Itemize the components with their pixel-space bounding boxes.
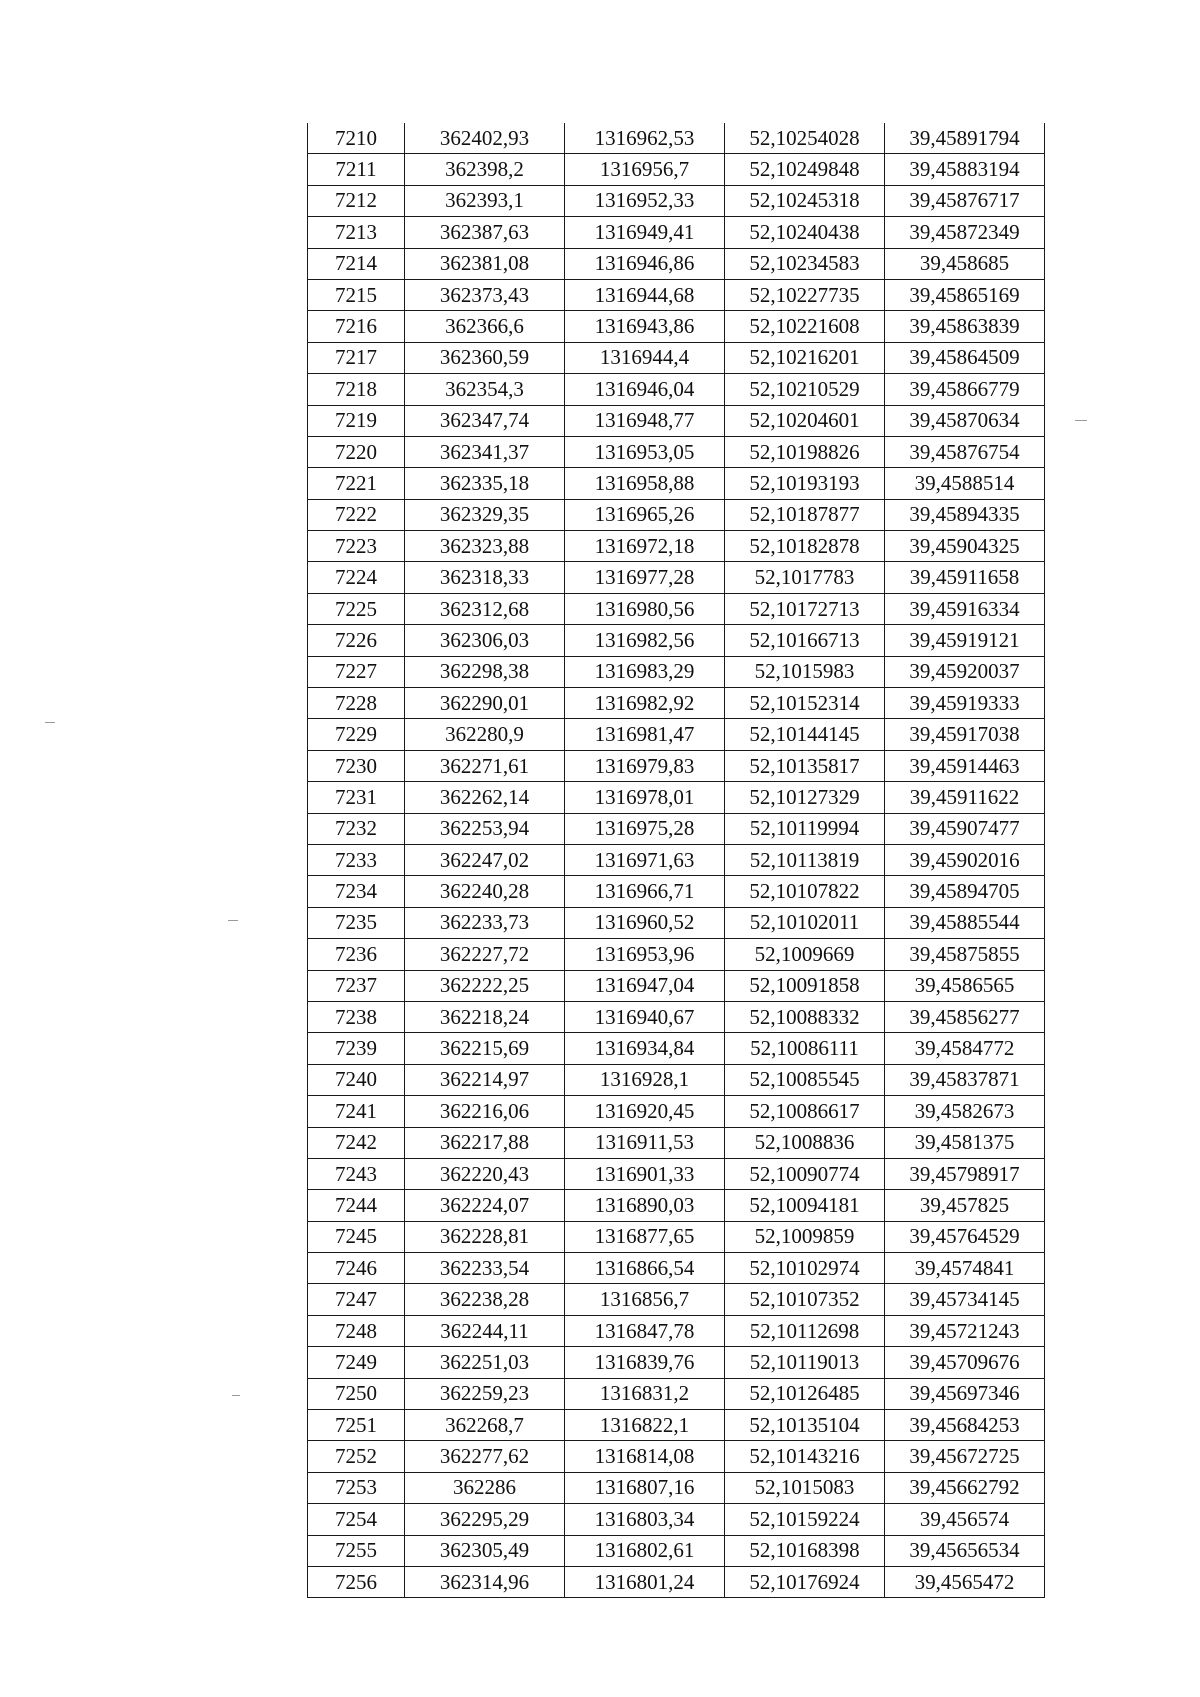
latitude-cell: 52,10088332 (725, 1001, 885, 1032)
latitude-cell: 52,10085545 (725, 1064, 885, 1095)
y-coordinate-cell: 1316877,65 (565, 1221, 725, 1252)
latitude-cell: 52,10176924 (725, 1566, 885, 1597)
x-coordinate-cell: 362347,74 (405, 405, 565, 436)
latitude-cell: 52,10166713 (725, 625, 885, 656)
latitude-cell: 52,1017783 (725, 562, 885, 593)
x-coordinate-cell: 362341,37 (405, 436, 565, 467)
y-coordinate-cell: 1316947,04 (565, 970, 725, 1001)
latitude-cell: 52,1015083 (725, 1472, 885, 1503)
point-number-cell: 7227 (308, 656, 405, 687)
x-coordinate-cell: 362271,61 (405, 750, 565, 781)
latitude-cell: 52,1015983 (725, 656, 885, 687)
table-row (308, 342, 1045, 373)
table-row (308, 1158, 1045, 1189)
point-number-cell: 7220 (308, 436, 405, 467)
x-coordinate-cell: 362262,14 (405, 782, 565, 813)
longitude-cell: 39,45697346 (885, 1378, 1045, 1409)
table-row (308, 1504, 1045, 1535)
y-coordinate-cell: 1316822,1 (565, 1410, 725, 1441)
longitude-cell: 39,4582673 (885, 1096, 1045, 1127)
table-row (308, 593, 1045, 624)
point-number-cell: 7240 (308, 1064, 405, 1095)
longitude-cell: 39,45876754 (885, 436, 1045, 467)
latitude-cell: 52,10221608 (725, 311, 885, 342)
y-coordinate-cell: 1316803,34 (565, 1504, 725, 1535)
y-coordinate-cell: 1316966,71 (565, 876, 725, 907)
point-number-cell: 7229 (308, 719, 405, 750)
y-coordinate-cell: 1316944,68 (565, 279, 725, 310)
longitude-cell: 39,45917038 (885, 719, 1045, 750)
point-number-cell: 7243 (308, 1158, 405, 1189)
table-row (308, 248, 1045, 279)
table-row (308, 1064, 1045, 1095)
y-coordinate-cell: 1316847,78 (565, 1315, 725, 1346)
table-row (308, 562, 1045, 593)
y-coordinate-cell: 1316901,33 (565, 1158, 725, 1189)
table-row (308, 1284, 1045, 1315)
table-row (308, 1127, 1045, 1158)
longitude-cell: 39,4586565 (885, 970, 1045, 1001)
longitude-cell: 39,45911622 (885, 782, 1045, 813)
longitude-cell: 39,45920037 (885, 656, 1045, 687)
x-coordinate-cell: 362290,01 (405, 688, 565, 719)
table-row (308, 970, 1045, 1001)
longitude-cell: 39,45904325 (885, 531, 1045, 562)
y-coordinate-cell: 1316831,2 (565, 1378, 725, 1409)
latitude-cell: 52,10193193 (725, 468, 885, 499)
latitude-cell: 52,10234583 (725, 248, 885, 279)
table-row (308, 1315, 1045, 1346)
latitude-cell: 52,10144145 (725, 719, 885, 750)
y-coordinate-cell: 1316920,45 (565, 1096, 725, 1127)
point-number-cell: 7254 (308, 1504, 405, 1535)
x-coordinate-cell: 362298,38 (405, 656, 565, 687)
point-number-cell: 7236 (308, 939, 405, 970)
longitude-cell: 39,45721243 (885, 1315, 1045, 1346)
y-coordinate-cell: 1316949,41 (565, 217, 725, 248)
longitude-cell: 39,45876717 (885, 185, 1045, 216)
latitude-cell: 52,10172713 (725, 593, 885, 624)
x-coordinate-cell: 362224,07 (405, 1190, 565, 1221)
table-row (308, 1096, 1045, 1127)
longitude-cell: 39,45870634 (885, 405, 1045, 436)
x-coordinate-cell: 362360,59 (405, 342, 565, 373)
longitude-cell: 39,45891794 (885, 123, 1045, 154)
longitude-cell: 39,45894335 (885, 499, 1045, 530)
table-row (308, 1472, 1045, 1503)
longitude-cell: 39,45866779 (885, 374, 1045, 405)
y-coordinate-cell: 1316807,16 (565, 1472, 725, 1503)
x-coordinate-cell: 362393,1 (405, 185, 565, 216)
longitude-cell: 39,45798917 (885, 1158, 1045, 1189)
table-row (308, 405, 1045, 436)
table-row (308, 782, 1045, 813)
x-coordinate-cell: 362277,62 (405, 1441, 565, 1472)
latitude-cell: 52,10094181 (725, 1190, 885, 1221)
y-coordinate-cell: 1316962,53 (565, 123, 725, 154)
y-coordinate-cell: 1316953,96 (565, 939, 725, 970)
point-number-cell: 7256 (308, 1566, 405, 1597)
latitude-cell: 52,10210529 (725, 374, 885, 405)
y-coordinate-cell: 1316802,61 (565, 1535, 725, 1566)
table-row (308, 907, 1045, 938)
x-coordinate-cell: 362373,43 (405, 279, 565, 310)
y-coordinate-cell: 1316965,26 (565, 499, 725, 530)
table-row (308, 1221, 1045, 1252)
table-row (308, 1441, 1045, 1472)
point-number-cell: 7252 (308, 1441, 405, 1472)
longitude-cell: 39,45916334 (885, 593, 1045, 624)
x-coordinate-cell: 362215,69 (405, 1033, 565, 1064)
scan-speck (1075, 420, 1087, 421)
y-coordinate-cell: 1316928,1 (565, 1064, 725, 1095)
point-number-cell: 7211 (308, 154, 405, 185)
x-coordinate-cell: 362268,7 (405, 1410, 565, 1441)
point-number-cell: 7225 (308, 593, 405, 624)
point-number-cell: 7228 (308, 688, 405, 719)
y-coordinate-cell: 1316982,56 (565, 625, 725, 656)
longitude-cell: 39,45764529 (885, 1221, 1045, 1252)
longitude-cell: 39,45684253 (885, 1410, 1045, 1441)
point-number-cell: 7253 (308, 1472, 405, 1503)
longitude-cell: 39,45734145 (885, 1284, 1045, 1315)
y-coordinate-cell: 1316944,4 (565, 342, 725, 373)
point-number-cell: 7242 (308, 1127, 405, 1158)
table-row (308, 1378, 1045, 1409)
point-number-cell: 7251 (308, 1410, 405, 1441)
x-coordinate-cell: 362312,68 (405, 593, 565, 624)
x-coordinate-cell: 362240,28 (405, 876, 565, 907)
point-number-cell: 7245 (308, 1221, 405, 1252)
point-number-cell: 7218 (308, 374, 405, 405)
y-coordinate-cell: 1316814,08 (565, 1441, 725, 1472)
point-number-cell: 7237 (308, 970, 405, 1001)
coordinates-table (307, 123, 1045, 1598)
latitude-cell: 52,10112698 (725, 1315, 885, 1346)
longitude-cell: 39,45872349 (885, 217, 1045, 248)
table-row (308, 154, 1045, 185)
point-number-cell: 7210 (308, 123, 405, 154)
y-coordinate-cell: 1316890,03 (565, 1190, 725, 1221)
y-coordinate-cell: 1316956,7 (565, 154, 725, 185)
y-coordinate-cell: 1316801,24 (565, 1566, 725, 1597)
point-number-cell: 7241 (308, 1096, 405, 1127)
y-coordinate-cell: 1316958,88 (565, 468, 725, 499)
x-coordinate-cell: 362244,11 (405, 1315, 565, 1346)
table-row (308, 123, 1045, 154)
latitude-cell: 52,10216201 (725, 342, 885, 373)
longitude-cell: 39,457825 (885, 1190, 1045, 1221)
point-number-cell: 7239 (308, 1033, 405, 1064)
point-number-cell: 7214 (308, 248, 405, 279)
scan-speck (228, 920, 238, 921)
longitude-cell: 39,4581375 (885, 1127, 1045, 1158)
x-coordinate-cell: 362318,33 (405, 562, 565, 593)
longitude-cell: 39,45914463 (885, 750, 1045, 781)
y-coordinate-cell: 1316979,83 (565, 750, 725, 781)
point-number-cell: 7226 (308, 625, 405, 656)
longitude-cell: 39,4588514 (885, 468, 1045, 499)
longitude-cell: 39,45894705 (885, 876, 1045, 907)
x-coordinate-cell: 362306,03 (405, 625, 565, 656)
table-row (308, 719, 1045, 750)
latitude-cell: 52,10168398 (725, 1535, 885, 1566)
point-number-cell: 7223 (308, 531, 405, 562)
latitude-cell: 52,10254028 (725, 123, 885, 154)
table-row (308, 1190, 1045, 1221)
longitude-cell: 39,4565472 (885, 1566, 1045, 1597)
y-coordinate-cell: 1316981,47 (565, 719, 725, 750)
latitude-cell: 52,10152314 (725, 688, 885, 719)
latitude-cell: 52,10143216 (725, 1441, 885, 1472)
x-coordinate-cell: 362233,73 (405, 907, 565, 938)
point-number-cell: 7250 (308, 1378, 405, 1409)
latitude-cell: 52,10090774 (725, 1158, 885, 1189)
table-row (308, 531, 1045, 562)
latitude-cell: 52,10107352 (725, 1284, 885, 1315)
latitude-cell: 52,10182878 (725, 531, 885, 562)
point-number-cell: 7249 (308, 1347, 405, 1378)
point-number-cell: 7215 (308, 279, 405, 310)
x-coordinate-cell: 362218,24 (405, 1001, 565, 1032)
y-coordinate-cell: 1316856,7 (565, 1284, 725, 1315)
x-coordinate-cell: 362259,23 (405, 1378, 565, 1409)
x-coordinate-cell: 362366,6 (405, 311, 565, 342)
table-row (308, 844, 1045, 875)
scan-speck (45, 722, 55, 723)
latitude-cell: 52,10102011 (725, 907, 885, 938)
latitude-cell: 52,10091858 (725, 970, 885, 1001)
x-coordinate-cell: 362354,3 (405, 374, 565, 405)
x-coordinate-cell: 362233,54 (405, 1253, 565, 1284)
latitude-cell: 52,10135817 (725, 750, 885, 781)
x-coordinate-cell: 362402,93 (405, 123, 565, 154)
latitude-cell: 52,10245318 (725, 185, 885, 216)
y-coordinate-cell: 1316911,53 (565, 1127, 725, 1158)
table-row (308, 499, 1045, 530)
point-number-cell: 7255 (308, 1535, 405, 1566)
table-row (308, 217, 1045, 248)
latitude-cell: 52,10159224 (725, 1504, 885, 1535)
point-number-cell: 7244 (308, 1190, 405, 1221)
x-coordinate-cell: 362387,63 (405, 217, 565, 248)
table-row (308, 1033, 1045, 1064)
y-coordinate-cell: 1316948,77 (565, 405, 725, 436)
y-coordinate-cell: 1316946,86 (565, 248, 725, 279)
x-coordinate-cell: 362280,9 (405, 719, 565, 750)
table-row (308, 813, 1045, 844)
x-coordinate-cell: 362222,25 (405, 970, 565, 1001)
y-coordinate-cell: 1316975,28 (565, 813, 725, 844)
x-coordinate-cell: 362238,28 (405, 1284, 565, 1315)
coordinates-table-body (308, 123, 1045, 1598)
latitude-cell: 52,10126485 (725, 1378, 885, 1409)
point-number-cell: 7224 (308, 562, 405, 593)
x-coordinate-cell: 362323,88 (405, 531, 565, 562)
table-row (308, 1001, 1045, 1032)
scan-speck (232, 1395, 240, 1396)
latitude-cell: 52,10107822 (725, 876, 885, 907)
x-coordinate-cell: 362227,72 (405, 939, 565, 970)
x-coordinate-cell: 362329,35 (405, 499, 565, 530)
x-coordinate-cell: 362217,88 (405, 1127, 565, 1158)
y-coordinate-cell: 1316971,63 (565, 844, 725, 875)
table-row (308, 625, 1045, 656)
table-row (308, 1535, 1045, 1566)
table-row (308, 185, 1045, 216)
latitude-cell: 52,10227735 (725, 279, 885, 310)
point-number-cell: 7217 (308, 342, 405, 373)
x-coordinate-cell: 362295,29 (405, 1504, 565, 1535)
latitude-cell: 52,10198826 (725, 436, 885, 467)
longitude-cell: 39,45863839 (885, 311, 1045, 342)
longitude-cell: 39,45919333 (885, 688, 1045, 719)
longitude-cell: 39,45907477 (885, 813, 1045, 844)
y-coordinate-cell: 1316953,05 (565, 436, 725, 467)
longitude-cell: 39,456574 (885, 1504, 1045, 1535)
y-coordinate-cell: 1316934,84 (565, 1033, 725, 1064)
latitude-cell: 52,10086111 (725, 1033, 885, 1064)
x-coordinate-cell: 362314,96 (405, 1566, 565, 1597)
x-coordinate-cell: 362247,02 (405, 844, 565, 875)
latitude-cell: 52,1009859 (725, 1221, 885, 1252)
longitude-cell: 39,458685 (885, 248, 1045, 279)
table-row (308, 374, 1045, 405)
table-row (308, 1347, 1045, 1378)
point-number-cell: 7233 (308, 844, 405, 875)
point-number-cell: 7238 (308, 1001, 405, 1032)
longitude-cell: 39,4584772 (885, 1033, 1045, 1064)
point-number-cell: 7246 (308, 1253, 405, 1284)
point-number-cell: 7232 (308, 813, 405, 844)
y-coordinate-cell: 1316978,01 (565, 782, 725, 813)
longitude-cell: 39,4574841 (885, 1253, 1045, 1284)
table-row (308, 311, 1045, 342)
y-coordinate-cell: 1316946,04 (565, 374, 725, 405)
latitude-cell: 52,10127329 (725, 782, 885, 813)
longitude-cell: 39,45885544 (885, 907, 1045, 938)
latitude-cell: 52,10135104 (725, 1410, 885, 1441)
table-row (308, 1410, 1045, 1441)
point-number-cell: 7212 (308, 185, 405, 216)
x-coordinate-cell: 362214,97 (405, 1064, 565, 1095)
table-row (308, 939, 1045, 970)
latitude-cell: 52,10240438 (725, 217, 885, 248)
point-number-cell: 7221 (308, 468, 405, 499)
x-coordinate-cell: 362216,06 (405, 1096, 565, 1127)
point-number-cell: 7216 (308, 311, 405, 342)
latitude-cell: 52,10119994 (725, 813, 885, 844)
latitude-cell: 52,10102974 (725, 1253, 885, 1284)
latitude-cell: 52,10249848 (725, 154, 885, 185)
point-number-cell: 7248 (308, 1315, 405, 1346)
table-row (308, 876, 1045, 907)
table-row (308, 656, 1045, 687)
table-row (308, 468, 1045, 499)
point-number-cell: 7230 (308, 750, 405, 781)
x-coordinate-cell: 362335,18 (405, 468, 565, 499)
longitude-cell: 39,45709676 (885, 1347, 1045, 1378)
latitude-cell: 52,1008836 (725, 1127, 885, 1158)
latitude-cell: 52,10119013 (725, 1347, 885, 1378)
longitude-cell: 39,45837871 (885, 1064, 1045, 1095)
y-coordinate-cell: 1316982,92 (565, 688, 725, 719)
y-coordinate-cell: 1316977,28 (565, 562, 725, 593)
longitude-cell: 39,45662792 (885, 1472, 1045, 1503)
y-coordinate-cell: 1316972,18 (565, 531, 725, 562)
point-number-cell: 7231 (308, 782, 405, 813)
x-coordinate-cell: 362398,2 (405, 154, 565, 185)
latitude-cell: 52,10113819 (725, 844, 885, 875)
longitude-cell: 39,45672725 (885, 1441, 1045, 1472)
x-coordinate-cell: 362228,81 (405, 1221, 565, 1252)
longitude-cell: 39,45883194 (885, 154, 1045, 185)
table-row (308, 750, 1045, 781)
y-coordinate-cell: 1316943,86 (565, 311, 725, 342)
table-row (308, 688, 1045, 719)
longitude-cell: 39,45864509 (885, 342, 1045, 373)
x-coordinate-cell: 362253,94 (405, 813, 565, 844)
latitude-cell: 52,10204601 (725, 405, 885, 436)
point-number-cell: 7247 (308, 1284, 405, 1315)
point-number-cell: 7219 (308, 405, 405, 436)
x-coordinate-cell: 362286 (405, 1472, 565, 1503)
latitude-cell: 52,10187877 (725, 499, 885, 530)
point-number-cell: 7235 (308, 907, 405, 938)
longitude-cell: 39,45856277 (885, 1001, 1045, 1032)
table-row (308, 436, 1045, 467)
longitude-cell: 39,45902016 (885, 844, 1045, 875)
y-coordinate-cell: 1316940,67 (565, 1001, 725, 1032)
x-coordinate-cell: 362251,03 (405, 1347, 565, 1378)
point-number-cell: 7222 (308, 499, 405, 530)
longitude-cell: 39,45911658 (885, 562, 1045, 593)
table-row (308, 279, 1045, 310)
latitude-cell: 52,1009669 (725, 939, 885, 970)
table-row (308, 1253, 1045, 1284)
y-coordinate-cell: 1316980,56 (565, 593, 725, 624)
y-coordinate-cell: 1316960,52 (565, 907, 725, 938)
x-coordinate-cell: 362305,49 (405, 1535, 565, 1566)
point-number-cell: 7213 (308, 217, 405, 248)
point-number-cell: 7234 (308, 876, 405, 907)
latitude-cell: 52,10086617 (725, 1096, 885, 1127)
y-coordinate-cell: 1316983,29 (565, 656, 725, 687)
y-coordinate-cell: 1316839,76 (565, 1347, 725, 1378)
x-coordinate-cell: 362220,43 (405, 1158, 565, 1189)
x-coordinate-cell: 362381,08 (405, 248, 565, 279)
y-coordinate-cell: 1316952,33 (565, 185, 725, 216)
y-coordinate-cell: 1316866,54 (565, 1253, 725, 1284)
longitude-cell: 39,45919121 (885, 625, 1045, 656)
longitude-cell: 39,45875855 (885, 939, 1045, 970)
longitude-cell: 39,45865169 (885, 279, 1045, 310)
longitude-cell: 39,45656534 (885, 1535, 1045, 1566)
table-row (308, 1566, 1045, 1597)
